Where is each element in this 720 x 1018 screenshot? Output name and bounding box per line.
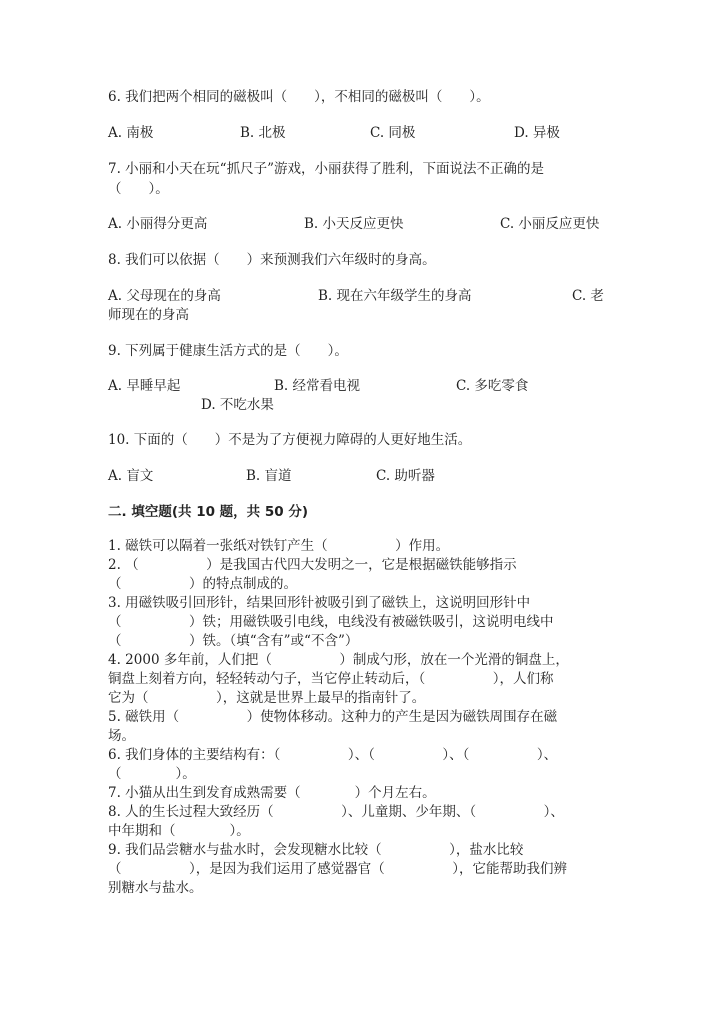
q10-option-a: A. 盲文: [108, 468, 154, 484]
fill-line: 场。: [108, 728, 135, 744]
section-heading: 二. 填空题(共 10 题，共 50 分): [108, 504, 309, 520]
q6-option-c: C. 同极: [370, 125, 416, 141]
q6-option-a: A. 南极: [108, 125, 154, 141]
fill-line: （ ）的特点制成的。: [108, 576, 297, 592]
q7-option-b: B. 小天反应更快: [304, 216, 404, 232]
fill-line: 7. 小猫从出生到发育成熟需要（ ）个月左右。: [108, 785, 436, 801]
fill-line: 2. （ ）是我国古代四大发明之一，它是根据磁铁能够指示: [108, 557, 517, 573]
q9-option-d: D. 不吃水果: [201, 397, 274, 413]
q10-stem: 10. 下面的（ ）不是为了方便视力障碍的人更好地生活。: [108, 432, 472, 448]
q8-option-c: C. 老: [572, 288, 604, 304]
fill-line: 8. 人的生长过程大致经历（ ）、儿童期、少年期、（ ）、: [108, 804, 564, 820]
q10-option-b: B. 盲道: [246, 468, 292, 484]
fill-line: （ ）铁；用磁铁吸引电线，电线没有被磁铁吸引，这说明电线中: [108, 614, 554, 630]
fill-line: 别糖水与盐水。: [108, 880, 203, 896]
q7-option-a: A. 小丽得分更高: [108, 216, 208, 232]
q7-option-c: C. 小丽反应更快: [500, 216, 600, 232]
q6-option-b: B. 北极: [240, 125, 286, 141]
fill-line: 中年期和（ ）。: [108, 823, 250, 839]
fill-line: 5. 磁铁用（ ）使物体移动。这种力的产生是因为磁铁周围存在磁: [108, 709, 558, 725]
fill-line: 它为（ ），这就是世界上最早的指南针了。: [108, 690, 426, 706]
fill-line: 9. 我们品尝糖水与盐水时，会发现糖水比较（ ），盐水比较: [108, 842, 524, 858]
fill-line: 铜盘上刻着方向，轻轻转动勺子，当它停止转动后，（ ），人们称: [108, 671, 554, 687]
q10-option-c: C. 助听器: [376, 468, 435, 484]
fill-line: 3. 用磁铁吸引回形针，结果回形针被吸引到了磁铁上，这说明回形针中: [108, 595, 531, 611]
fill-line: （ ）铁。（填“含有”或“不含”）: [108, 633, 359, 649]
q9-option-b: B. 经常看电视: [274, 378, 361, 394]
q8-option-c-continued: 师现在的身高: [108, 307, 189, 323]
fill-line: 6. 我们身体的主要结构有：（ ）、（ ）、（ ）、: [108, 747, 558, 763]
q9-stem: 9. 下列属于健康生活方式的是（ ）。: [108, 343, 348, 359]
q7-stem-line1: 7. 小丽和小天在玩“抓尺子”游戏，小丽获得了胜利，下面说法不正确的是: [108, 161, 544, 177]
q9-option-c: C. 多吃零食: [456, 378, 529, 394]
q8-option-b: B. 现在六年级学生的身高: [318, 288, 472, 304]
q8-option-a: A. 父母现在的身高: [108, 288, 221, 304]
q6-stem: 6. 我们把两个相同的磁极叫（ ），不相同的磁极叫（ ）。: [108, 89, 490, 105]
q6-option-d: D. 异极: [514, 125, 560, 141]
q7-stem-line2: （ ）。: [108, 181, 169, 197]
q9-option-a: A. 早睡早起: [108, 378, 181, 394]
fill-line: 4. 2000 多年前，人们把（ ）制成勺形，放在一个光滑的铜盘上，: [108, 652, 569, 668]
fill-line: （ ）。: [108, 766, 196, 782]
q8-stem: 8. 我们可以依据（ ）来预测我们六年级时的身高。: [108, 252, 436, 268]
fill-line: 1. 磁铁可以隔着一张纸对铁钉产生（ ）作用。: [108, 538, 450, 554]
fill-line: （ ），是因为我们运用了感觉器官（ ），它能帮助我们辨: [108, 861, 567, 877]
